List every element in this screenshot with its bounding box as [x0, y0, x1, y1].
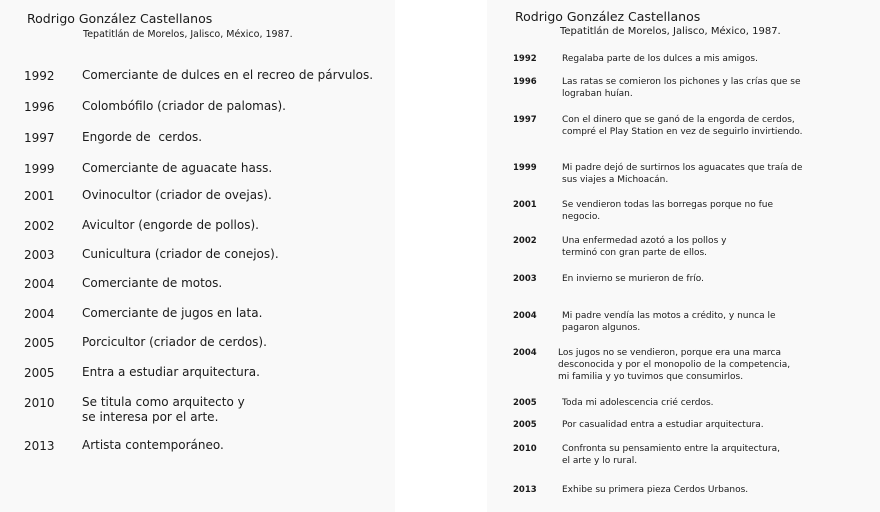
- entry-year: 2010: [513, 444, 537, 454]
- entry-year: 2013: [24, 439, 55, 453]
- entry-year: 1992: [513, 54, 537, 64]
- timeline-panel-right: [487, 0, 880, 512]
- entry-year: 2005: [513, 398, 537, 408]
- entry-text: Artista contemporáneo.: [82, 438, 224, 452]
- entry-text: Con el dinero que se ganó de la engorda de cerdos, compré el Play Station en vez de seguirlo invirtiendo.: [562, 115, 803, 138]
- entry-year: 1997: [513, 115, 537, 125]
- entry-text: Colombófilo (criador de palomas).: [82, 99, 286, 113]
- entry-text: Cunicultura (criador de conejos).: [82, 247, 279, 261]
- entry-text: Regalaba parte de los dulces a mis amigos.: [562, 54, 758, 64]
- entry-year: 2005: [513, 420, 537, 430]
- entry-text: Las ratas se comieron los pichones y las crías que se lograban huían.: [562, 77, 801, 100]
- entry-text: Mi padre vendía las motos a crédito, y nunca le pagaron algunos.: [562, 311, 776, 334]
- entry-year: 2003: [24, 248, 55, 262]
- entry-year: 2005: [24, 366, 55, 380]
- entry-text: Se titula como arquitecto y se interesa por el arte.: [82, 395, 245, 424]
- entry-year: 2004: [513, 311, 537, 321]
- entry-year: 1997: [24, 131, 55, 145]
- entry-text: Comerciante de motos.: [82, 276, 223, 290]
- entry-text: Ovinocultor (criador de ovejas).: [82, 188, 272, 202]
- entry-text: Entra a estudiar arquitectura.: [82, 365, 260, 379]
- entry-year: 1996: [513, 77, 537, 87]
- entry-text: Mi padre dejó de surtirnos los aguacates que traía de sus viajes a Michoacán.: [562, 163, 803, 186]
- entry-text: Comerciante de dulces en el recreo de párvulos.: [82, 68, 374, 82]
- entry-text: Exhibe su primera pieza Cerdos Urbanos.: [562, 485, 749, 495]
- artist-origin: Tepatitlán de Morelos, Jalisco, México, 1987.: [83, 29, 293, 40]
- entry-text: Una enfermedad azotó a los pollos y terminó con gran parte de ellos.: [562, 236, 727, 259]
- entry-text: Comerciante de jugos en lata.: [82, 306, 263, 320]
- entry-text: Toda mi adolescencia crié cerdos.: [562, 398, 714, 408]
- entry-text: Avicultor (engorde de pollos).: [82, 218, 259, 232]
- entry-year: 2003: [513, 274, 537, 284]
- entry-year: 2002: [513, 236, 537, 246]
- artist-name: Rodrigo González Castellanos: [515, 9, 701, 24]
- entry-year: 2004: [24, 277, 55, 291]
- timeline-panel-left: [0, 0, 395, 512]
- entry-text: Por casualidad entra a estudiar arquitectura.: [562, 420, 764, 430]
- entry-text: Confronta su pensamiento entre la arquitectura, el arte y lo rural.: [562, 444, 780, 467]
- entry-year: 2005: [24, 336, 55, 350]
- entry-text: Comerciante de aguacate hass.: [82, 161, 273, 175]
- artist-origin: Tepatitlán de Morelos, Jalisco, México, 1987.: [560, 26, 781, 37]
- entry-year: 2001: [513, 200, 537, 210]
- artist-name: Rodrigo González Castellanos: [27, 11, 213, 26]
- entry-year: 2004: [24, 307, 55, 321]
- entry-year: 2010: [24, 396, 55, 410]
- entry-year: 2013: [513, 485, 537, 495]
- entry-text: Los jugos no se vendieron, porque era una marca desconocida y por el monopolio de la competencia, mi familia y yo tuvimos que consumirlos.: [558, 348, 791, 383]
- entry-year: 1999: [24, 162, 55, 176]
- entry-year: 2001: [24, 189, 55, 203]
- entry-year: 1992: [24, 69, 55, 83]
- entry-text: En invierno se murieron de frío.: [562, 274, 704, 284]
- entry-year: 1999: [513, 163, 537, 173]
- entry-year: 1996: [24, 100, 55, 114]
- entry-text: Porcicultor (criador de cerdos).: [82, 335, 267, 349]
- entry-text: Engorde de cerdos.: [82, 130, 203, 144]
- entry-year: 2002: [24, 219, 55, 233]
- entry-year: 2004: [513, 348, 537, 358]
- entry-text: Se vendieron todas las borregas porque no fue negocio.: [562, 200, 774, 223]
